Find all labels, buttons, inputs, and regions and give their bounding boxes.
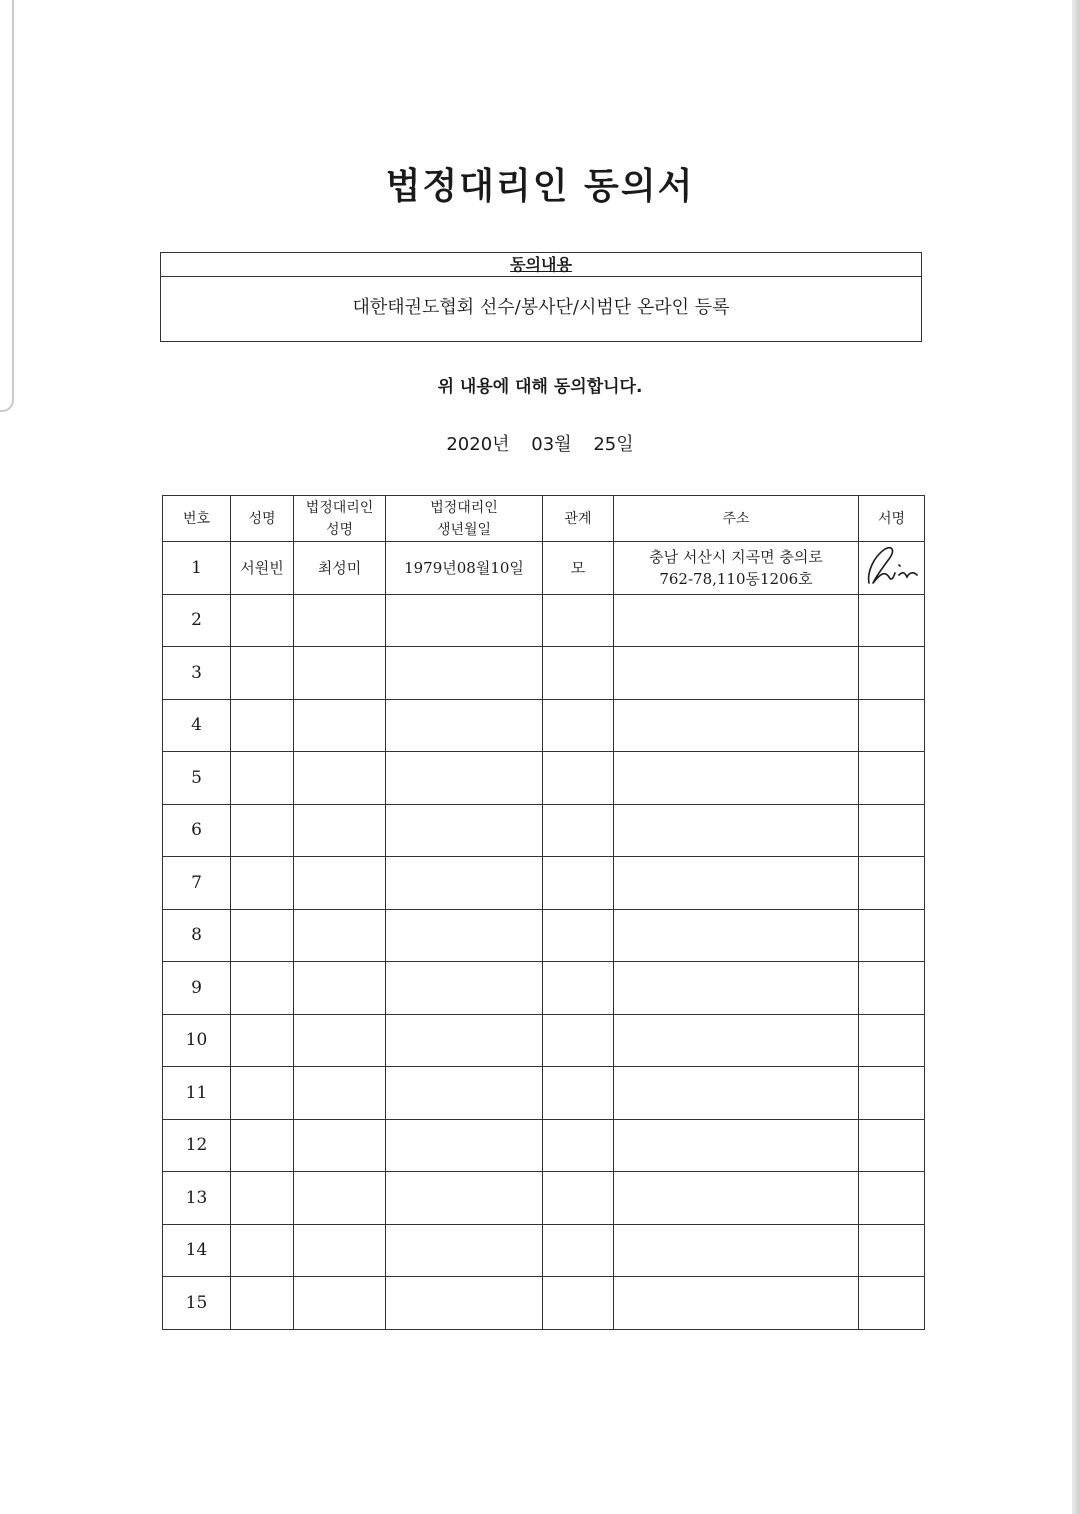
cell-signature (859, 962, 925, 1015)
page-edge-right (1072, 0, 1080, 1514)
cell-guardian-birth (386, 804, 543, 857)
cell-guardian-name (294, 1119, 386, 1172)
header-guardian-name-line2: 성명 (325, 521, 354, 538)
cell-signature (859, 804, 925, 857)
table-row (163, 594, 925, 647)
date-day: 25일 (593, 434, 634, 455)
cell-name (231, 1067, 294, 1120)
table-row (163, 909, 925, 962)
cell-guardian-name (294, 1067, 386, 1120)
cell-address (614, 647, 859, 700)
cell-address (614, 1224, 859, 1277)
cell-address (614, 1067, 859, 1120)
agreement-box (160, 252, 922, 342)
cell-relation (543, 752, 614, 805)
table-row (163, 1224, 925, 1277)
cell-guardian-birth (386, 1014, 543, 1067)
table-row (163, 1172, 925, 1225)
header-signature: 서명 (859, 496, 925, 542)
document-title: 법정대리인 동의서 (385, 166, 695, 207)
cell-guardian-name (294, 699, 386, 752)
cell-no: 13 (163, 1172, 231, 1225)
table-row (163, 1014, 925, 1067)
cell-relation (543, 909, 614, 962)
cell-guardian-name (294, 804, 386, 857)
cell-guardian-birth: 1979년08월10일 (386, 542, 543, 595)
cell-no: 12 (163, 1119, 231, 1172)
signature-mark (863, 543, 921, 589)
cell-no: 4 (163, 699, 231, 752)
cell-guardian-name: 최성미 (294, 542, 386, 595)
table-row (163, 962, 925, 1015)
cell-no: 3 (163, 647, 231, 700)
cell-guardian-birth (386, 752, 543, 805)
cell-signature (859, 647, 925, 700)
cell-signature (859, 699, 925, 752)
table-row (163, 1119, 925, 1172)
table-row (163, 699, 925, 752)
table-row (163, 1067, 925, 1120)
header-guardian-name-line1: 법정대리인 (305, 499, 374, 516)
cell-signature (859, 909, 925, 962)
cell-name: 서원빈 (231, 542, 294, 595)
cell-address (614, 542, 859, 595)
cell-guardian-birth (386, 1172, 543, 1225)
cell-name (231, 857, 294, 910)
header-guardian-birth-line2: 생년월일 (436, 521, 492, 538)
cell-address (614, 857, 859, 910)
cell-relation (543, 647, 614, 700)
agreement-content: 대한태권도협회 선수/봉사단/시범단 온라인 등록 (352, 297, 730, 318)
cell-guardian-birth (386, 699, 543, 752)
cell-signature (859, 1224, 925, 1277)
cell-signature (859, 594, 925, 647)
cell-guardian-birth (386, 1067, 543, 1120)
header-no: 번호 (163, 496, 231, 542)
cell-address (614, 699, 859, 752)
table-row (163, 542, 925, 595)
cell-no: 15 (163, 1277, 231, 1330)
cell-signature (859, 1119, 925, 1172)
cell-address (614, 909, 859, 962)
cell-guardian-birth (386, 647, 543, 700)
cell-relation (543, 594, 614, 647)
cell-name (231, 1119, 294, 1172)
cell-no: 2 (163, 594, 231, 647)
cell-guardian-birth (386, 909, 543, 962)
cell-guardian-name (294, 594, 386, 647)
cell-name (231, 1224, 294, 1277)
cell-guardian-birth (386, 962, 543, 1015)
cell-name (231, 752, 294, 805)
cell-relation (543, 1277, 614, 1330)
cell-name (231, 699, 294, 752)
cell-name (231, 647, 294, 700)
cell-guardian-name (294, 647, 386, 700)
cell-name (231, 962, 294, 1015)
header-name: 성명 (231, 496, 294, 542)
cell-no: 7 (163, 857, 231, 910)
cell-no: 14 (163, 1224, 231, 1277)
cell-address (614, 1014, 859, 1067)
cell-guardian-name (294, 962, 386, 1015)
cell-guardian-name (294, 1014, 386, 1067)
cell-name (231, 1277, 294, 1330)
cell-address (614, 1172, 859, 1225)
cell-name (231, 804, 294, 857)
cell-relation (543, 857, 614, 910)
cell-signature (859, 1172, 925, 1225)
date-year: 2020년 (446, 434, 510, 455)
cell-signature (859, 542, 925, 595)
cell-signature (859, 752, 925, 805)
cell-address (614, 804, 859, 857)
cell-signature (859, 1277, 925, 1330)
header-relation: 관계 (543, 496, 614, 542)
cell-no: 8 (163, 909, 231, 962)
cell-no: 6 (163, 804, 231, 857)
cell-signature (859, 857, 925, 910)
cell-relation: 모 (543, 542, 614, 595)
cell-guardian-birth (386, 857, 543, 910)
cell-guardian-name (294, 857, 386, 910)
cell-relation (543, 1014, 614, 1067)
cell-guardian-name (294, 1172, 386, 1225)
cell-no: 11 (163, 1067, 231, 1120)
cell-relation (543, 1067, 614, 1120)
cell-guardian-birth (386, 594, 543, 647)
agreement-heading: 동의내용 (161, 253, 921, 277)
cell-guardian-name (294, 1277, 386, 1330)
cell-name (231, 1172, 294, 1225)
header-address: 주소 (614, 496, 859, 542)
cell-name (231, 909, 294, 962)
cell-guardian-name (294, 1224, 386, 1277)
cell-relation (543, 1119, 614, 1172)
cell-address-line1: 충남 서산시 지곡면 충의로 (649, 547, 823, 566)
consent-date (0, 430, 1080, 456)
header-guardian-birth (386, 496, 543, 542)
cell-guardian-birth (386, 1119, 543, 1172)
consent-statement: 위 내용에 대해 동의합니다. (437, 377, 643, 397)
cell-guardian-birth (386, 1224, 543, 1277)
guardian-table (162, 495, 925, 1330)
date-month: 03월 (531, 434, 572, 455)
cell-address (614, 594, 859, 647)
cell-name (231, 1014, 294, 1067)
header-guardian-name (294, 496, 386, 542)
cell-signature (859, 1067, 925, 1120)
cell-no: 10 (163, 1014, 231, 1067)
table-row (163, 857, 925, 910)
cell-address (614, 962, 859, 1015)
cell-address-line2: 762-78,110동1206호 (659, 569, 813, 588)
cell-no: 5 (163, 752, 231, 805)
cell-address (614, 752, 859, 805)
table-header-row (163, 496, 925, 542)
cell-name (231, 594, 294, 647)
table-row (163, 647, 925, 700)
cell-signature (859, 1014, 925, 1067)
table-row (163, 752, 925, 805)
cell-relation (543, 1172, 614, 1225)
table-row (163, 1277, 925, 1330)
table-row (163, 804, 925, 857)
cell-relation (543, 699, 614, 752)
cell-no: 9 (163, 962, 231, 1015)
cell-guardian-birth (386, 1277, 543, 1330)
cell-relation (543, 804, 614, 857)
cell-guardian-name (294, 752, 386, 805)
cell-relation (543, 1224, 614, 1277)
cell-relation (543, 962, 614, 1015)
cell-no: 1 (163, 542, 231, 595)
header-guardian-birth-line1: 법정대리인 (430, 499, 498, 516)
cell-address (614, 1277, 859, 1330)
cell-address (614, 1119, 859, 1172)
cell-guardian-name (294, 909, 386, 962)
